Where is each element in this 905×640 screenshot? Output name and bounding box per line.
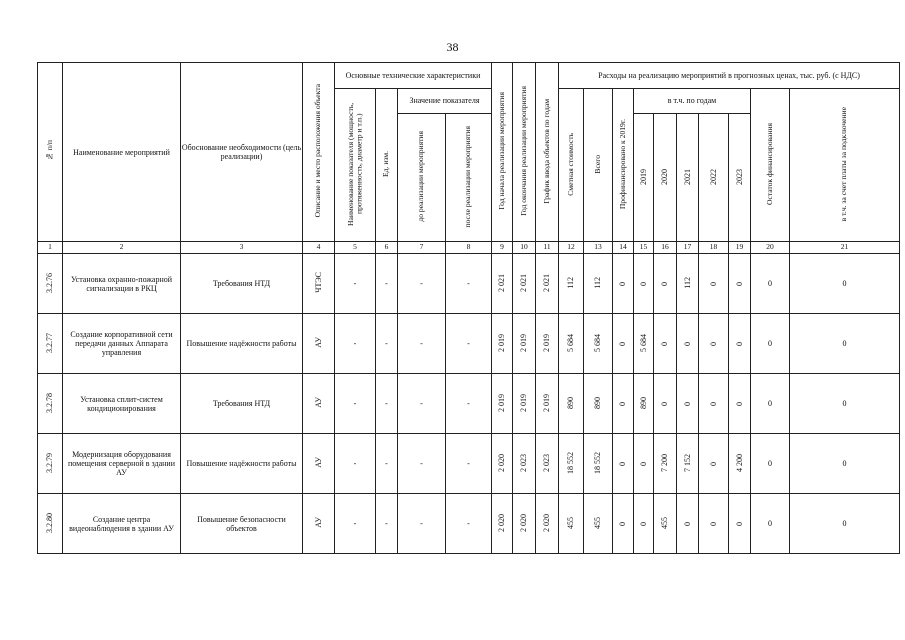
- row-2022-text: 0: [708, 402, 718, 407]
- column-index: 7: [398, 242, 446, 254]
- row-2021: [677, 374, 699, 434]
- row-location: [303, 434, 335, 494]
- row-2021-text: 0: [682, 522, 692, 527]
- row-schedule-text: 2 020: [542, 513, 552, 532]
- row-schedule: [536, 314, 559, 374]
- row-2023-text: 0: [734, 402, 744, 407]
- row-2019: [634, 494, 654, 554]
- row-before: -: [398, 434, 446, 494]
- row-total: [584, 314, 613, 374]
- row-estimated-cost-text: 18 552: [566, 451, 576, 474]
- row-number: [38, 374, 63, 434]
- row-name: Создание корпоративной сети передачи данных Аппарата управления: [63, 314, 181, 374]
- row-2020: [654, 434, 677, 494]
- row-after: -: [446, 434, 492, 494]
- row-year-start-text: 2 019: [497, 393, 507, 412]
- header-year-2021: 2021: [677, 114, 699, 242]
- row-2022: [699, 494, 729, 554]
- row-total: [584, 434, 613, 494]
- row-before: -: [398, 494, 446, 554]
- header-schedule: График ввода объектов по годам: [536, 63, 559, 242]
- row-schedule-text: 2 019: [542, 333, 552, 352]
- column-index: 6: [376, 242, 398, 254]
- row-year-start-text: 2 020: [497, 513, 507, 532]
- row-2020-text: 0: [660, 402, 670, 407]
- row-after: -: [446, 494, 492, 554]
- row-estimated-cost-text: 890: [566, 396, 576, 409]
- row-param: -: [335, 254, 376, 314]
- row-param: -: [335, 494, 376, 554]
- row-year-end-text: 2 021: [519, 273, 529, 292]
- row-financed: [613, 494, 634, 554]
- row-total-text: 5 684: [593, 333, 603, 352]
- table-row: [38, 314, 900, 374]
- header-num: № п/п: [38, 63, 63, 242]
- row-estimated-cost: [559, 254, 584, 314]
- row-unit: -: [376, 494, 398, 554]
- row-2020: [654, 254, 677, 314]
- row-financed-text: 0: [618, 282, 628, 287]
- row-year-end-text: 2 020: [519, 513, 529, 532]
- header-year-start: Год начала реализации мероприятия: [492, 63, 513, 242]
- row-param: -: [335, 374, 376, 434]
- header-connection-fee: в т.ч. за счет платы за подключение: [790, 89, 900, 242]
- row-2023: [729, 314, 751, 374]
- row-number-text: 3.2.80: [45, 512, 55, 533]
- row-year-start: [492, 254, 513, 314]
- row-remaining: 0: [751, 374, 790, 434]
- row-location: [303, 314, 335, 374]
- row-unit: -: [376, 314, 398, 374]
- row-year-end: [513, 254, 536, 314]
- row-schedule-text: 2 019: [542, 393, 552, 412]
- row-2019-text: 890: [638, 396, 648, 409]
- column-index: 9: [492, 242, 513, 254]
- row-before: -: [398, 374, 446, 434]
- column-index: 4: [303, 242, 335, 254]
- row-financed: [613, 314, 634, 374]
- row-connection-fee: 0: [790, 374, 900, 434]
- row-total: [584, 494, 613, 554]
- row-2021-text: 112: [682, 276, 692, 289]
- table-body: [38, 254, 900, 554]
- table-row: [38, 434, 900, 494]
- row-connection-fee: 0: [790, 314, 900, 374]
- row-location-text: ЧТЭС: [313, 272, 323, 293]
- row-2021: [677, 494, 699, 554]
- row-reason: Повышение надёжности работы: [181, 434, 303, 494]
- row-location-text: АУ: [313, 337, 323, 348]
- row-schedule: [536, 374, 559, 434]
- row-financed-text: 0: [618, 342, 628, 347]
- row-2020-text: 0: [660, 282, 670, 287]
- row-total-text: 455: [593, 516, 603, 529]
- row-schedule: [536, 434, 559, 494]
- row-financed-text: 0: [618, 522, 628, 527]
- table-row: [38, 374, 900, 434]
- header-year-2019: 2019: [634, 114, 654, 242]
- row-2023: [729, 494, 751, 554]
- header-year-end: Год окончания реализации мероприятия: [513, 63, 536, 242]
- column-index: 15: [634, 242, 654, 254]
- row-schedule-text: 2 021: [542, 273, 552, 292]
- column-index: 10: [513, 242, 536, 254]
- column-index: 16: [654, 242, 677, 254]
- row-2022-text: 0: [708, 522, 718, 527]
- row-before: -: [398, 254, 446, 314]
- column-index: 11: [536, 242, 559, 254]
- row-location-text: АУ: [313, 457, 323, 468]
- row-reason: Требования НТД: [181, 254, 303, 314]
- header-tech-after: после реализации мероприятия: [446, 114, 492, 242]
- row-name: Установка охранно-пожарной сигнализации в РКЦ: [63, 254, 181, 314]
- row-2021-text: 7 152: [682, 453, 692, 472]
- row-year-end: [513, 434, 536, 494]
- row-schedule: [536, 254, 559, 314]
- row-2021-text: 0: [682, 342, 692, 347]
- header-cost-group: Расходы на реализацию мероприятий в прогнозных ценах, тыс. руб. (с НДС): [559, 63, 900, 89]
- row-name: Модернизация оборудования помещения серверной в здании АУ: [63, 434, 181, 494]
- row-connection-fee: 0: [790, 434, 900, 494]
- row-number: [38, 494, 63, 554]
- row-year-end: [513, 314, 536, 374]
- row-remaining: 0: [751, 314, 790, 374]
- row-name: Установка сплит-систем кондиционирования: [63, 374, 181, 434]
- header-tech-value-group: Значение показателя: [398, 89, 492, 114]
- page-number: 38: [446, 40, 459, 54]
- column-index: 2: [63, 242, 181, 254]
- row-2019: [634, 254, 654, 314]
- header-remaining: Остаток финансирования: [751, 89, 790, 242]
- row-location-text: АУ: [313, 397, 323, 408]
- row-2021-text: 0: [682, 402, 692, 407]
- header-year-2023: 2023: [729, 114, 751, 242]
- row-number: [38, 434, 63, 494]
- row-remaining: 0: [751, 494, 790, 554]
- row-remaining: 0: [751, 434, 790, 494]
- header-total: Всего: [584, 89, 613, 242]
- row-total-text: 18 552: [593, 451, 603, 474]
- row-total: [584, 254, 613, 314]
- header-tech-group: Основные технические характеристики: [335, 63, 492, 89]
- row-year-start-text: 2 019: [497, 333, 507, 352]
- column-index: 13: [584, 242, 613, 254]
- row-2020: [654, 494, 677, 554]
- row-2020-text: 7 200: [660, 453, 670, 472]
- row-2021: [677, 434, 699, 494]
- row-2019: [634, 314, 654, 374]
- row-location: [303, 254, 335, 314]
- header-estimated-cost: Сметная стоимость: [559, 89, 584, 242]
- row-2020-text: 455: [660, 516, 670, 529]
- row-unit: -: [376, 254, 398, 314]
- row-2020: [654, 374, 677, 434]
- row-financed: [613, 254, 634, 314]
- row-2023-text: 0: [734, 522, 744, 527]
- row-year-start: [492, 314, 513, 374]
- row-year-start-text: 2 021: [497, 273, 507, 292]
- row-estimated-cost-text: 455: [566, 516, 576, 529]
- row-location: [303, 374, 335, 434]
- row-financed: [613, 374, 634, 434]
- row-after: -: [446, 314, 492, 374]
- row-estimated-cost: [559, 434, 584, 494]
- header-reason: Обоснование необходимости (цель реализации): [181, 63, 303, 242]
- row-total-text: 890: [593, 396, 603, 409]
- row-total-text: 112: [593, 276, 603, 289]
- column-index-row: [38, 242, 900, 254]
- row-year-start: [492, 494, 513, 554]
- column-index: 21: [790, 242, 900, 254]
- row-number: [38, 254, 63, 314]
- row-2021: [677, 254, 699, 314]
- row-year-end: [513, 374, 536, 434]
- row-remaining: 0: [751, 254, 790, 314]
- header-year-2022: 2022: [699, 114, 729, 242]
- row-before: -: [398, 314, 446, 374]
- row-estimated-cost-text: 112: [566, 276, 576, 289]
- row-estimated-cost-text: 5 684: [566, 333, 576, 352]
- row-estimated-cost: [559, 314, 584, 374]
- column-index: 3: [181, 242, 303, 254]
- row-2022: [699, 374, 729, 434]
- row-2023-text: 0: [734, 282, 744, 287]
- row-param: -: [335, 314, 376, 374]
- investment-table: [37, 62, 900, 554]
- row-financed: [613, 434, 634, 494]
- row-2019: [634, 434, 654, 494]
- row-location: [303, 494, 335, 554]
- row-number-text: 3.2.79: [45, 452, 55, 473]
- row-total: [584, 374, 613, 434]
- row-year-end-text: 2 023: [519, 453, 529, 472]
- column-index: 1: [38, 242, 63, 254]
- row-schedule: [536, 494, 559, 554]
- row-2019-text: 0: [638, 522, 648, 527]
- row-2023: [729, 434, 751, 494]
- row-year-start: [492, 374, 513, 434]
- row-2021: [677, 314, 699, 374]
- row-2023: [729, 374, 751, 434]
- column-index: 18: [699, 242, 729, 254]
- row-2020: [654, 314, 677, 374]
- row-reason: Повышение безопасности объектов: [181, 494, 303, 554]
- row-param: -: [335, 434, 376, 494]
- row-2023: [729, 254, 751, 314]
- header-tech-param: Наименование показателя (мощность, протяженность, диаметр и т.п.): [335, 89, 376, 242]
- column-index: 5: [335, 242, 376, 254]
- column-index: 17: [677, 242, 699, 254]
- header-tech-unit: Ед. изм.: [376, 89, 398, 242]
- row-estimated-cost: [559, 374, 584, 434]
- row-reason: Повышение надёжности работы: [181, 314, 303, 374]
- row-2023-text: 0: [734, 342, 744, 347]
- row-unit: -: [376, 374, 398, 434]
- row-year-end-text: 2 019: [519, 393, 529, 412]
- header-by-years: в т.ч. по годам: [634, 89, 751, 114]
- header-name: Наименование мероприятий: [63, 63, 181, 242]
- row-connection-fee: 0: [790, 494, 900, 554]
- row-after: -: [446, 374, 492, 434]
- row-2020-text: 0: [660, 342, 670, 347]
- row-2022: [699, 254, 729, 314]
- row-financed-text: 0: [618, 402, 628, 407]
- row-unit: -: [376, 434, 398, 494]
- header-location: Описание и место расположения объекта: [303, 63, 335, 242]
- row-number-text: 3.2.78: [45, 392, 55, 413]
- row-location-text: АУ: [313, 517, 323, 528]
- row-financed-text: 0: [618, 462, 628, 467]
- row-year-end: [513, 494, 536, 554]
- row-schedule-text: 2 023: [542, 453, 552, 472]
- row-estimated-cost: [559, 494, 584, 554]
- row-number-text: 3.2.76: [45, 272, 55, 293]
- row-year-start-text: 2 020: [497, 453, 507, 472]
- row-reason: Требования НТД: [181, 374, 303, 434]
- row-after: -: [446, 254, 492, 314]
- row-number-text: 3.2.77: [45, 332, 55, 353]
- column-index: 14: [613, 242, 634, 254]
- table-header: [38, 63, 900, 254]
- row-2022: [699, 434, 729, 494]
- table-row: [38, 494, 900, 554]
- row-number: [38, 314, 63, 374]
- row-connection-fee: 0: [790, 254, 900, 314]
- row-name: Создание центра видеонаблюдения в здании АУ: [63, 494, 181, 554]
- header-financed-2019: Профинансировано к 2019г.: [613, 89, 634, 242]
- row-2019-text: 5 684: [638, 333, 648, 352]
- row-2022-text: 0: [708, 342, 718, 347]
- row-2019: [634, 374, 654, 434]
- row-2022-text: 0: [708, 462, 718, 467]
- table-row: [38, 254, 900, 314]
- column-index: 12: [559, 242, 584, 254]
- row-year-start: [492, 434, 513, 494]
- row-2019-text: 0: [638, 282, 648, 287]
- row-2022-text: 0: [708, 282, 718, 287]
- column-index: 20: [751, 242, 790, 254]
- row-2023-text: 4 200: [734, 453, 744, 472]
- row-year-end-text: 2 019: [519, 333, 529, 352]
- header-year-2020: 2020: [654, 114, 677, 242]
- column-index: 8: [446, 242, 492, 254]
- row-2022: [699, 314, 729, 374]
- header-tech-before: до реализации мероприятия: [398, 114, 446, 242]
- column-index: 19: [729, 242, 751, 254]
- row-2019-text: 0: [638, 462, 648, 467]
